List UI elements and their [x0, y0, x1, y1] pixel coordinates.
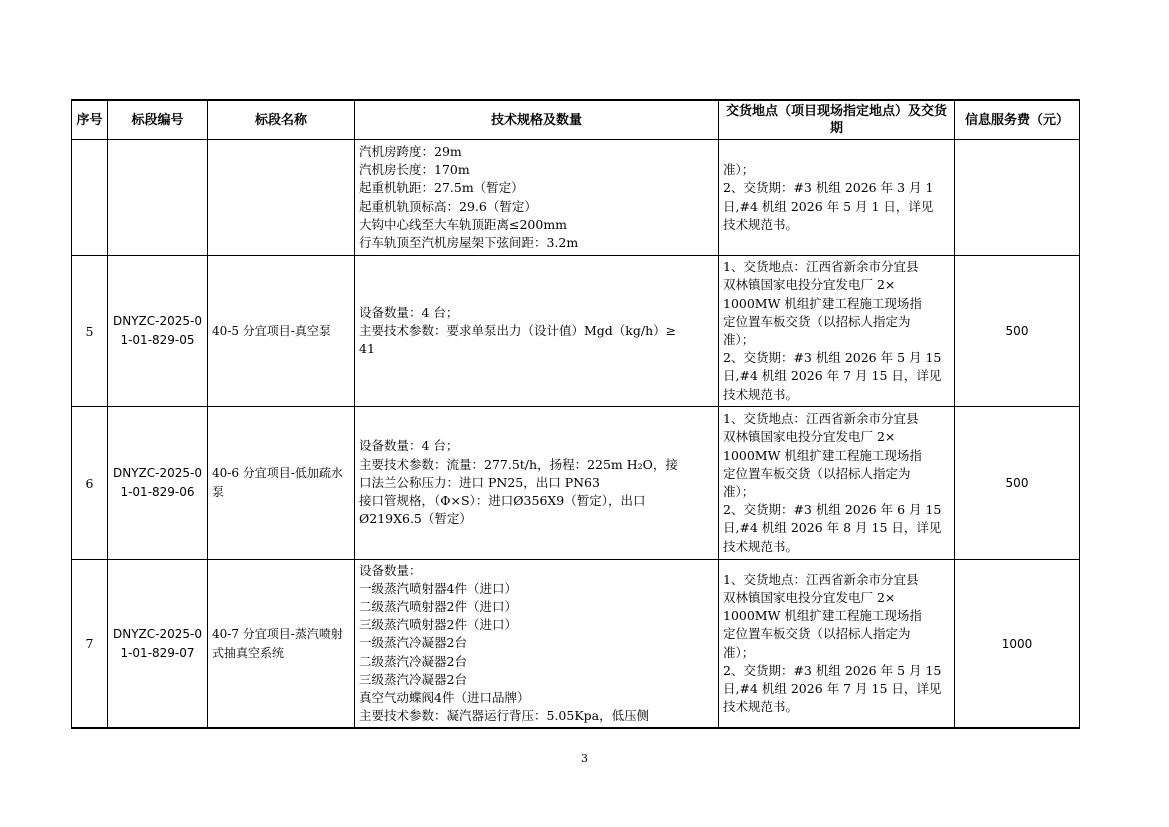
delivery-line: 日,#4 机组 2026 年 5 月 1 日，详见: [723, 198, 934, 214]
cell-num: [72, 140, 108, 256]
cell-num: 6: [72, 407, 108, 560]
delivery-line: 技术规范书。: [723, 538, 799, 554]
table-row: [72, 407, 1080, 560]
spec-line: 真空气动蝶阀4件（进口品牌）: [359, 690, 530, 705]
table-row: [72, 560, 1080, 729]
spec-line: 汽机房长度：170m: [359, 162, 470, 178]
cell-delivery: [719, 407, 955, 560]
spec-line: 设备数量：4 台；: [359, 304, 459, 320]
delivery-line: 2、交货期：#3 机组 2026 年 3 月 1: [723, 180, 934, 196]
cell-spec: [355, 256, 719, 407]
delivery-line: 准）；: [723, 332, 755, 347]
spec-line: 三级蒸汽喷射器2件（进口）: [359, 617, 517, 633]
cell-code: DNYZC-2025-01-01-829-06: [108, 407, 208, 560]
table-row: [72, 256, 1080, 407]
header-spec: 技术规格及数量: [355, 100, 719, 140]
spec-line: 汽机房跨度：29m: [359, 143, 462, 159]
cell-name: 40-5 分宜项目-真空泵: [208, 256, 355, 407]
cell-num: 5: [72, 256, 108, 407]
cell-name: 40-6 分宜项目-低加疏水泵: [208, 407, 355, 560]
table-header-row: [72, 100, 1080, 140]
delivery-line: 1、交货地点：江西省新余市分宜县: [723, 259, 919, 275]
spec-line: 主要技术参数：流量：277.5t/h，扬程：225m H₂O，接: [359, 456, 678, 472]
spec-line: 主要技术参数：凝汽器运行背压：5.05Kpa，低压侧: [359, 708, 650, 724]
header-seq: 序号: [72, 100, 108, 140]
spec-line: 起重机轨顶标高：29.6（暂定）: [359, 198, 537, 214]
header-fee: 信息服务费（元）: [955, 100, 1080, 140]
delivery-line: 定位置车板交货（以招标人指定为: [723, 465, 911, 481]
spec-line: 一级蒸汽喷射器4件（进口）: [359, 580, 517, 596]
delivery-line: 1、交货地点：江西省新余市分宜县: [723, 411, 919, 427]
delivery-line: 定位置车板交货（以招标人指定为: [723, 626, 911, 642]
cell-spec: [355, 560, 719, 729]
tender-table: [71, 99, 1080, 729]
spec-line: 接口管规格，（Φ×S）：进口Ø356X9（暂定），出口: [359, 493, 646, 509]
delivery-line: 2、交货期：#3 机组 2026 年 6 月 15: [723, 502, 942, 518]
spec-line: 起重机轨距：27.5m（暂定）: [359, 180, 524, 196]
delivery-line: 1000MW 机组扩建工程施工现场指: [723, 447, 922, 463]
delivery-line: 技术规范书。: [723, 386, 799, 402]
cell-num: 7: [72, 560, 108, 729]
cell-fee: 1000: [955, 560, 1080, 729]
cell-fee: 500: [955, 407, 1080, 560]
spec-line: 设备数量：4 台；: [359, 438, 459, 454]
header-delivery: 交货地点（项目现场指定地点）及交货期: [719, 100, 955, 140]
spec-line: Ø219X6.5（暂定）: [359, 511, 472, 527]
delivery-line: 日,#4 机组 2026 年 7 月 15 日，详见: [723, 368, 942, 384]
delivery-line: 2、交货期：#3 机组 2026 年 5 月 15: [723, 350, 942, 366]
header-name: 标段名称: [208, 100, 355, 140]
cell-code: [108, 140, 208, 256]
cell-code: DNYZC-2025-01-01-829-05: [108, 256, 208, 407]
cell-fee: 500: [955, 256, 1080, 407]
cell-spec: [355, 407, 719, 560]
spec-line: 一级蒸汽冷凝器2台: [359, 635, 467, 651]
cell-name: 40-7 分宜项目-蒸汽喷射式抽真空系统: [208, 560, 355, 729]
delivery-line: 准）；: [723, 484, 755, 499]
delivery-line: 双林镇国家电投分宜发电厂 2×: [723, 589, 896, 605]
cell-spec: [355, 140, 719, 256]
delivery-line: 1000MW 机组扩建工程施工现场指: [723, 608, 922, 624]
delivery-line: 定位置车板交货（以招标人指定为: [723, 313, 911, 329]
delivery-line: 技术规范书。: [723, 216, 799, 232]
delivery-line: 双林镇国家电投分宜发电厂 2×: [723, 429, 896, 445]
cell-delivery: [719, 560, 955, 729]
spec-line: 41: [359, 341, 375, 357]
spec-line: 主要技术参数：要求单泵出力（设计值）Mgd（kg/h）≥: [359, 322, 677, 338]
cell-delivery: [719, 140, 955, 256]
spec-line: 行车轨顶至汽机房屋架下弦间距：3.2m: [359, 234, 579, 250]
delivery-line: 1、交货地点：江西省新余市分宜县: [723, 571, 919, 587]
spec-line: 二级蒸汽冷凝器2台: [359, 653, 467, 669]
spec-line: 设备数量：: [359, 562, 422, 578]
cell-code: DNYZC-2025-01-01-829-07: [108, 560, 208, 729]
table-row-continuation: [72, 140, 1080, 256]
cell-name: [208, 140, 355, 256]
delivery-line: 双林镇国家电投分宜发电厂 2×: [723, 277, 896, 293]
spec-line: 三级蒸汽冷凝器2台: [359, 671, 467, 687]
spec-line: 大钩中心线至大车轨顶距离≤200mm: [359, 216, 568, 232]
page-number: 3: [581, 752, 588, 765]
header-code: 标段编号: [108, 100, 208, 140]
delivery-line: 日,#4 机组 2026 年 8 月 15 日，详见: [723, 520, 942, 536]
delivery-line: 准）；: [723, 644, 755, 660]
spec-line: 口法兰公称压力：进口 PN25，出口 PN63: [359, 474, 600, 490]
delivery-line: 日,#4 机组 2026 年 7 月 15 日，详见: [723, 680, 942, 696]
cell-fee: [955, 140, 1080, 256]
delivery-line: 准）；: [723, 162, 755, 178]
spec-line: 二级蒸汽喷射器2件（进口）: [359, 598, 517, 614]
cell-delivery: [719, 256, 955, 407]
delivery-line: 1000MW 机组扩建工程施工现场指: [723, 295, 922, 311]
delivery-line: 技术规范书。: [723, 699, 799, 715]
delivery-line: 2、交货期：#3 机组 2026 年 5 月 15: [723, 662, 942, 678]
